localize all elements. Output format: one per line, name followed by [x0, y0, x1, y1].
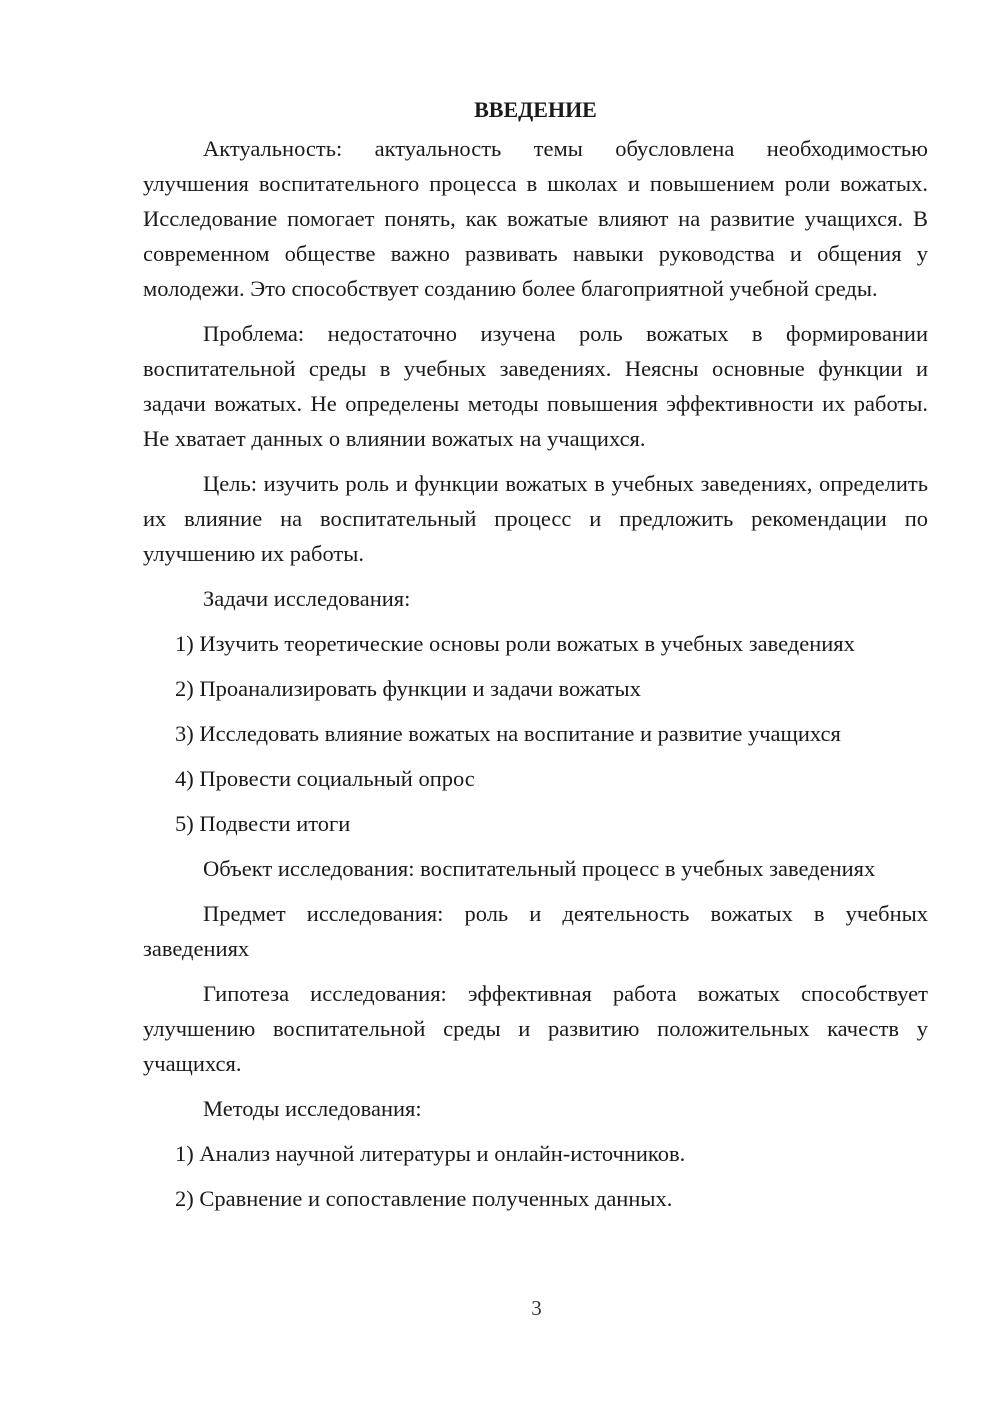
- paragraph-subject: Предмет исследования: роль и деятельность вожатых в учебных заведениях: [143, 901, 928, 961]
- section-title: ВВЕДЕНИЕ: [474, 97, 597, 122]
- methods-heading: Методы исследования:: [203, 1096, 422, 1121]
- paragraph-goal: Цель: изучить роль и функции вожатых в учебных заведениях, определить их влияние на воспитательный процесс и предложить рекомендации по улучшению их работы.: [143, 471, 928, 566]
- paragraph-relevance: Актуальность: актуальность темы обусловлена необходимостью улучшения воспитательного процесса в школах и повышением роли вожатых. Исследование помогает понять, как вожатые влияют на развитие учащихся. В современном обществе важно развивать навыки руководства и общения у молодежи. Это способствует созданию более благоприятной учебной среды.: [143, 136, 928, 301]
- task-item: 5) Подвести итоги: [175, 811, 351, 836]
- paragraph-object: Объект исследования: воспитательный процесс в учебных заведениях: [203, 856, 876, 881]
- paragraph-hypothesis: Гипотеза исследования: эффективная работа вожатых способствует улучшению воспитательной среды и развитию положительных качеств у учащихся.: [143, 981, 928, 1076]
- paragraph-problem: Проблема: недостаточно изучена роль вожатых в формировании воспитательной среды в учебных заведениях. Неясны основные функции и задачи вожатых. Не определены методы повышения эффективности их работы. Не хватает данных о влиянии вожатых на учащихся.: [143, 321, 928, 451]
- task-item: 4) Провести социальный опрос: [175, 766, 475, 791]
- task-item: 1) Изучить теоретические основы роли вожатых в учебных заведениях: [175, 631, 855, 656]
- page-number: 3: [531, 1296, 542, 1320]
- method-item: 2) Сравнение и сопоставление полученных данных.: [175, 1186, 673, 1211]
- task-item: 2) Проанализировать функции и задачи вожатых: [175, 676, 641, 701]
- method-item: 1) Анализ научной литературы и онлайн-источников.: [175, 1141, 686, 1166]
- task-item: 3) Исследовать влияние вожатых на воспитание и развитие учащихся: [175, 721, 841, 746]
- tasks-heading: Задачи исследования:: [203, 586, 411, 611]
- page-content: [143, 95, 928, 1226]
